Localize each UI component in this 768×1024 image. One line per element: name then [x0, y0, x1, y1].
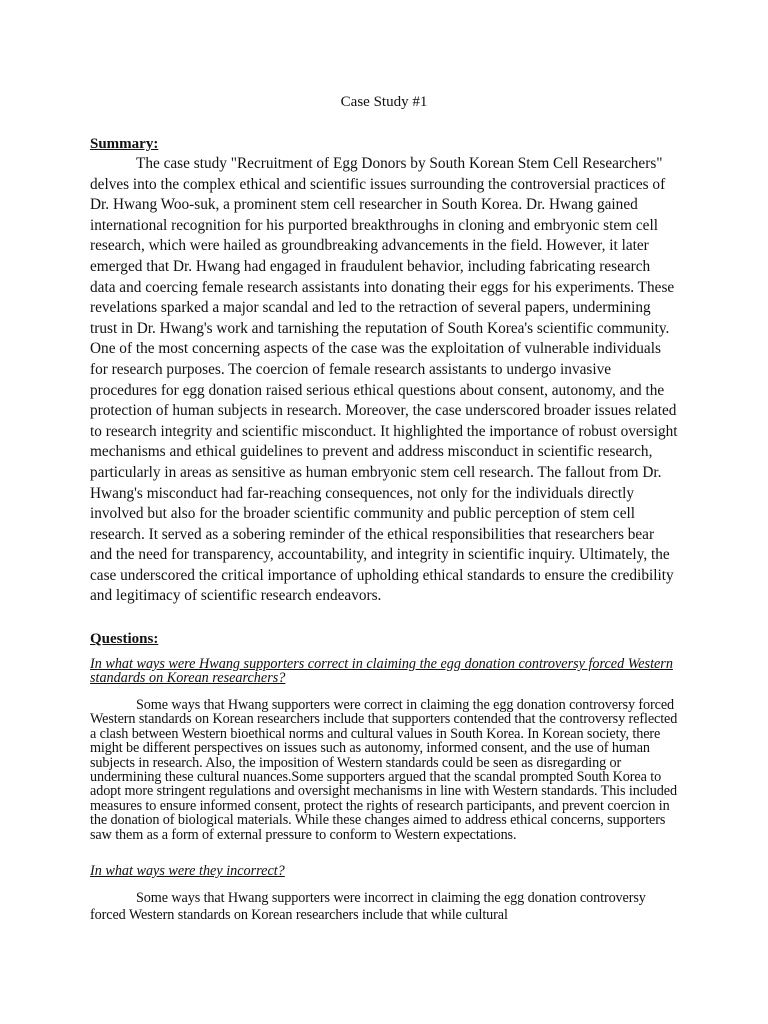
question-1: In what ways were Hwang supporters correct in claiming the egg donation controversy forced Western standards on Korean researchers?	[90, 656, 673, 687]
summary-heading: Summary:	[90, 136, 159, 152]
question-2: In what ways were they incorrect?	[90, 862, 285, 879]
answer-1: Some ways that Hwang supporters were correct in claiming the egg donation controversy forced Western standards on Korean researchers include that supporters contended that the controversy reflected a clash between Western bioethical norms and cultural values in South Korea. In Korean society, there might be different perspectives on issues such as autonomy, informed consent, and the use of human subjects in research. Also, the imposition of Western standards could be seen as disregarding or undermining these cultural nuances.Some supporters argued that the scandal prompted South Korea to adopt more stringent regulations and oversight mechanisms in line with Western standards. This included measures to ensure informed consent, protect the rights of research participants, and prevent coercion in the donation of biological materials. While these changes aimed to address ethical concerns, supporters saw them as a form of external pressure to conform to Western expectations.	[90, 696, 678, 843]
questions-heading: Questions:	[90, 631, 159, 648]
answer-2: Some ways that Hwang supporters were incorrect in claiming the egg donation controversy forced Western standards on Korean researchers include that while cultural	[90, 890, 646, 923]
document-title: Case Study #1	[340, 94, 428, 110]
summary-paragraph: The case study "Recruitment of Egg Donors by South Korean Stem Cell Researchers" delves into the complex ethical and scientific issues surrounding the controversial practices of Dr. Hwang Woo-suk, a prominent stem cell researcher in South Korea. Dr. Hwang gained international recognition for his purported breakthroughs in cloning and embryonic stem cell research, which were hailed as groundbreaking advancements in the field. However, it later emerged that Dr. Hwang had engaged in fraudulent behavior, including fabricating research data and coercing female research assistants into donating their eggs for his experiments. These revelations sparked a major scandal and led to the retraction of several papers, undermining trust in Dr. Hwang's work and tarnishing the reputation of South Korea's scientific community. One of the most concerning aspects of the case was the exploitation of vulnerable individuals for research purposes. The coercion of female research assistants to undergo invasive procedures for egg donation raised serious ethical questions about consent, autonomy, and the protection of human subjects in research. Moreover, the case underscored broader issues related to research integrity and scientific misconduct. It highlighted the importance of robust oversight mechanisms and ethical guidelines to prevent and address misconduct in scientific research, particularly in areas as sensitive as human embryonic stem cell research. The fallout from Dr. Hwang's misconduct had far-reaching consequences, not only for the individuals directly involved but also for the broader scientific community and public perception of stem cell research. It served as a sobering reminder of the ethical responsibilities that researchers bear and the need for transparency, accountability, and integrity in scientific inquiry. Ultimately, the case underscored the critical importance of upholding ethical standards to ensure the credibility and legitimacy of scientific research endeavors.	[90, 155, 678, 605]
